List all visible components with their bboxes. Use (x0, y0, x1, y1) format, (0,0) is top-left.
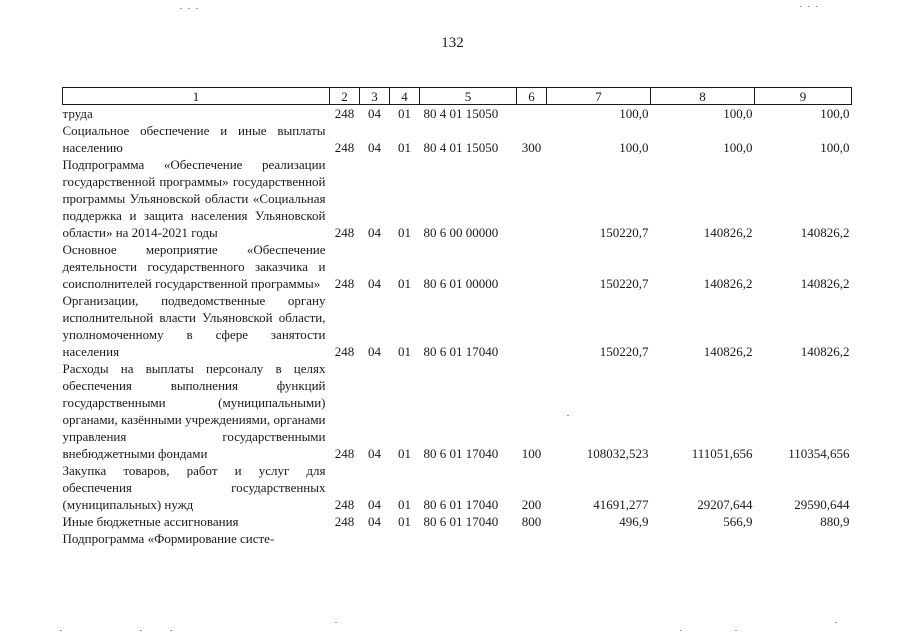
expense-type-code: 200 (521, 497, 542, 512)
scan-speck (835, 622, 837, 623)
table-row (63, 462, 852, 513)
expense-type-code (517, 292, 547, 360)
header-col-7: 7 (547, 88, 651, 105)
budget-table (62, 87, 852, 547)
header-col-1: 1 (63, 88, 330, 105)
subsection-code: 01 (398, 225, 411, 240)
scan-speck (180, 8, 182, 9)
section-code (360, 530, 390, 547)
ministry-code (330, 530, 360, 547)
target-article-code: 80 6 01 17040 (423, 344, 499, 359)
header-col-8: 8 (651, 88, 755, 105)
amount-col-7: 41691,277 (593, 497, 649, 512)
scan-speck (170, 630, 172, 631)
amount-col-8: 140826,2 (703, 225, 753, 240)
subsection-code: 01 (398, 497, 411, 512)
row-name: Расходы на выплаты персоналу в целях обеспечения выполнения функций государственными (муниципальными) органами, казёнными учреждениями, органами управления государственными внебюджетными фондами (62, 361, 326, 461)
amount-col-9: 140826,2 (800, 225, 850, 240)
target-article-code: 80 6 00 00000 (423, 225, 499, 240)
amount-col-8: 100,0 (723, 106, 753, 121)
table-row (63, 105, 852, 123)
scan-speck (680, 630, 682, 631)
table-row (63, 360, 852, 462)
header-col-2: 2 (330, 88, 360, 105)
section-code: 04 (368, 140, 381, 155)
amount-col-8: 140826,2 (703, 344, 753, 359)
header-row (63, 88, 852, 105)
ministry-code: 248 (334, 344, 355, 359)
ministry-code: 248 (334, 106, 355, 121)
section-code: 04 (368, 106, 381, 121)
scan-speck (567, 415, 569, 416)
subsection-code (390, 530, 420, 547)
ministry-code: 248 (334, 276, 355, 291)
row-name: труда (62, 106, 93, 121)
amount-col-9 (755, 530, 852, 547)
section-code: 04 (368, 514, 381, 529)
table-row (63, 122, 852, 156)
section-code: 04 (368, 225, 381, 240)
subsection-code: 01 (398, 276, 411, 291)
amount-col-8: 566,9 (723, 514, 753, 529)
ministry-code: 248 (334, 225, 355, 240)
scan-speck (808, 6, 810, 7)
scan-speck (816, 6, 818, 7)
scan-speck (188, 8, 190, 9)
table-header (63, 88, 852, 105)
subsection-code: 01 (398, 514, 411, 529)
table-row (63, 156, 852, 241)
amount-col-9: 140826,2 (800, 276, 850, 291)
amount-col-9: 100,0 (820, 106, 850, 121)
row-name: Социальное обеспечение и иные выплаты населению (62, 123, 326, 155)
amount-col-7: 100,0 (619, 106, 649, 121)
ministry-code: 248 (334, 140, 355, 155)
table-row (63, 513, 852, 530)
amount-col-7: 100,0 (619, 140, 649, 155)
ministry-code: 248 (334, 446, 355, 461)
expense-type-code (517, 105, 547, 123)
expense-type-code (517, 241, 547, 292)
row-name: Иные бюджетные ассигнования (62, 514, 239, 529)
expense-type-code: 800 (521, 514, 542, 529)
subsection-code: 01 (398, 106, 411, 121)
subsection-code: 01 (398, 344, 411, 359)
table-body (63, 105, 852, 548)
section-code: 04 (368, 344, 381, 359)
amount-col-8: 29207,644 (697, 497, 753, 512)
header-col-3: 3 (360, 88, 390, 105)
section-code: 04 (368, 446, 381, 461)
header-col-9: 9 (755, 88, 852, 105)
amount-col-9: 100,0 (820, 140, 850, 155)
table-row (63, 292, 852, 360)
amount-col-9: 29590,644 (794, 497, 850, 512)
table-row (63, 241, 852, 292)
expense-type-code (517, 156, 547, 241)
amount-col-9: 140826,2 (800, 344, 850, 359)
amount-col-8: 100,0 (723, 140, 753, 155)
amount-col-7: 150220,7 (599, 344, 649, 359)
scan-speck (140, 630, 142, 631)
row-name: Подпрограмма «Формирование систе- (62, 531, 275, 546)
expense-type-code (517, 530, 547, 547)
row-name: Закупка товаров, работ и услуг для обеспечения государственных (муниципальных) нужд (62, 463, 326, 512)
expense-type-code: 100 (521, 446, 542, 461)
scan-speck (800, 6, 802, 7)
amount-col-7: 496,9 (619, 514, 649, 529)
scan-speck (196, 8, 198, 9)
scan-speck (335, 622, 337, 623)
scan-speck (60, 630, 62, 631)
amount-col-8: 140826,2 (703, 276, 753, 291)
header-col-4: 4 (390, 88, 420, 105)
target-article-code: 80 6 01 17040 (423, 446, 499, 461)
target-article-code: 80 4 01 15050 (423, 140, 499, 155)
section-code: 04 (368, 497, 381, 512)
row-name: Основное мероприятие «Обеспечение деятельности государственного заказчика и соисполнителей государственной программы» (62, 242, 326, 291)
section-code: 04 (368, 276, 381, 291)
target-article-code: 80 6 01 00000 (423, 276, 499, 291)
ministry-code: 248 (334, 514, 355, 529)
expense-type-code: 300 (521, 140, 542, 155)
row-name: Организации, подведомственные органу исполнительной власти Ульяновской области, уполномоченному в сфере занятости населения (62, 293, 326, 359)
target-article-code: 80 6 01 17040 (423, 497, 499, 512)
row-name: Подпрограмма «Обеспечение реализации государственной программы» государственной программы Ульяновской области «Социальная поддержка и защита населения Ульяновской области» на 2014-2021 годы (62, 157, 326, 240)
ministry-code: 248 (334, 497, 355, 512)
amount-col-9: 880,9 (820, 514, 850, 529)
amount-col-9: 110354,656 (788, 446, 850, 461)
target-article-code (420, 530, 517, 547)
target-article-code: 80 4 01 15050 (423, 106, 499, 121)
header-col-6: 6 (517, 88, 547, 105)
subsection-code: 01 (398, 140, 411, 155)
amount-col-7: 108032,523 (586, 446, 649, 461)
table-row (63, 530, 852, 547)
amount-col-7: 150220,7 (599, 276, 649, 291)
amount-col-8 (651, 530, 755, 547)
target-article-code: 80 6 01 17040 (423, 514, 499, 529)
page-number: 132 (441, 35, 464, 51)
amount-col-7: 150220,7 (599, 225, 649, 240)
scan-speck (735, 630, 737, 631)
amount-col-7 (547, 530, 651, 547)
header-col-5: 5 (420, 88, 517, 105)
subsection-code: 01 (398, 446, 411, 461)
amount-col-8: 111051,656 (691, 446, 753, 461)
